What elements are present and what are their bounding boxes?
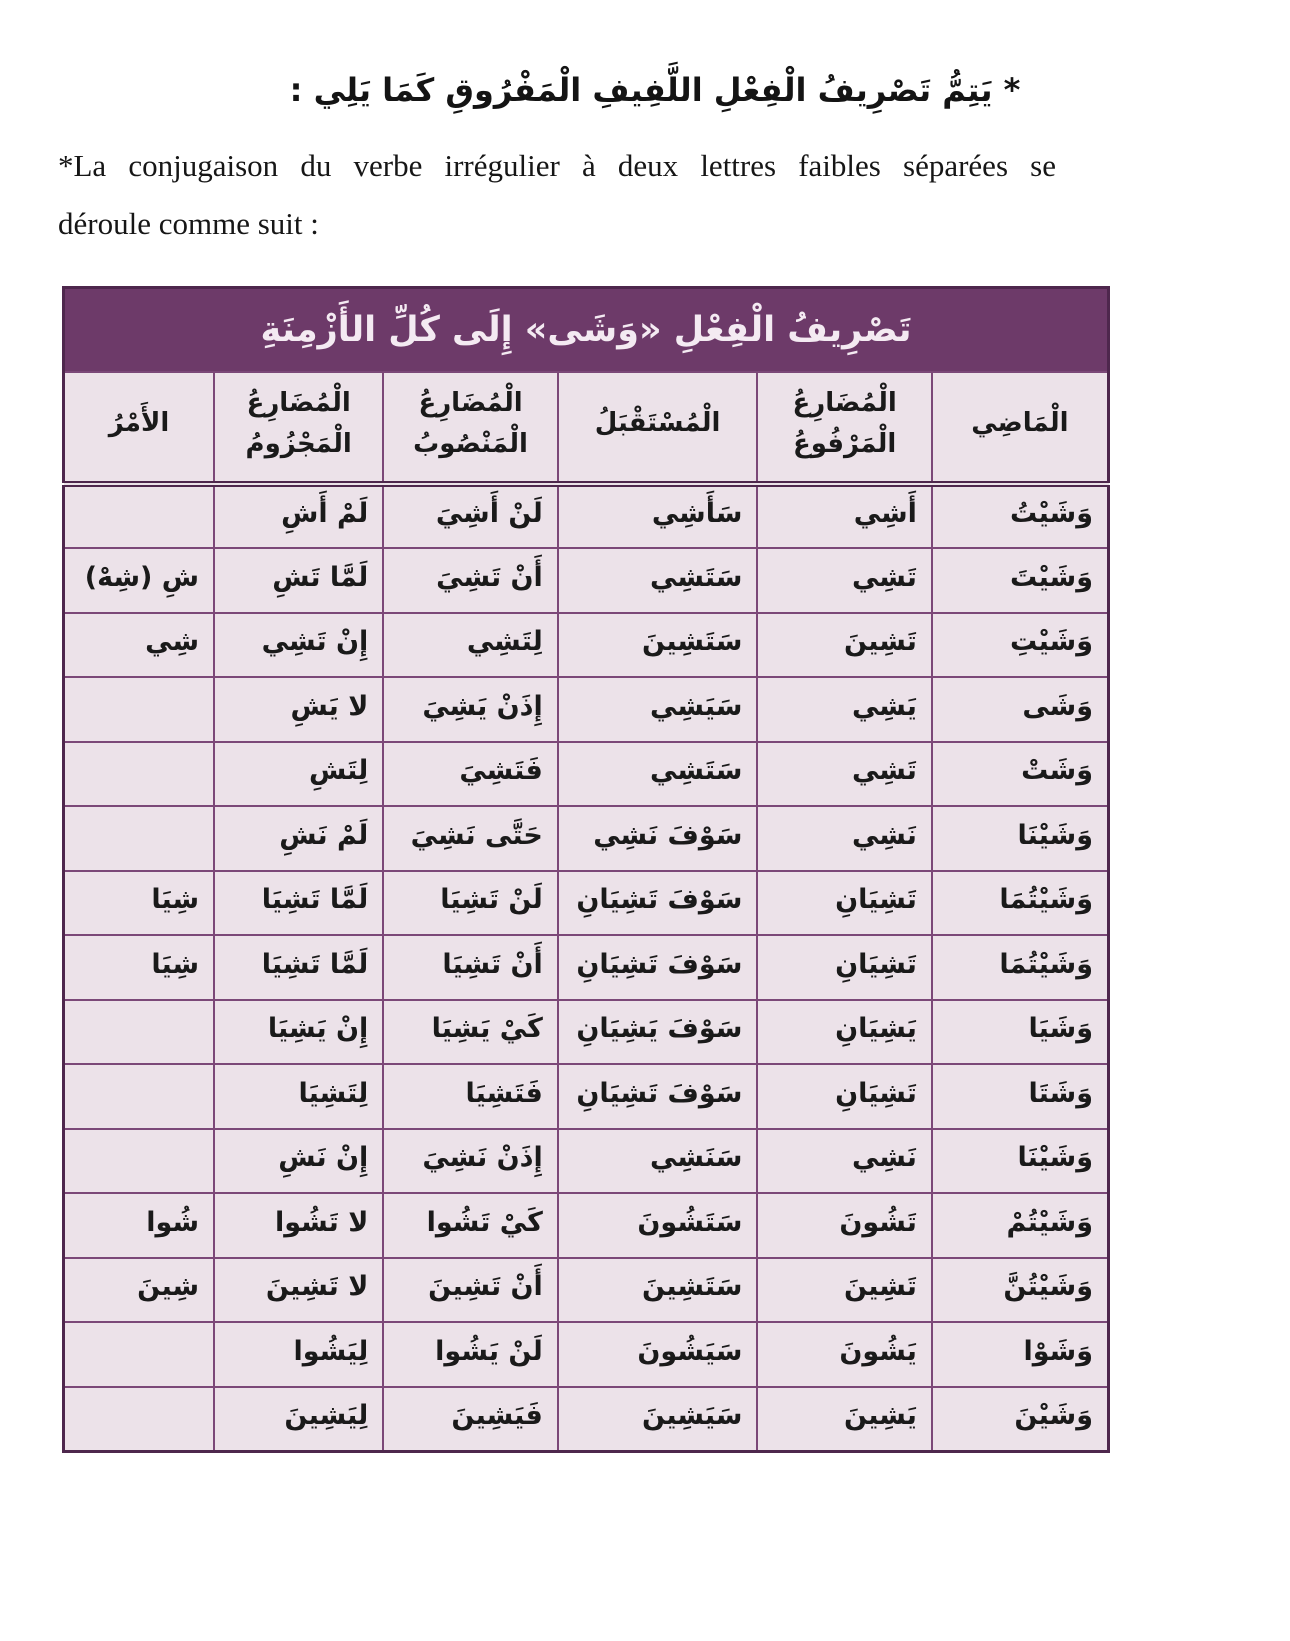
conjugation-cell-r8-c6: شِيَا: [64, 935, 215, 1000]
conjugation-cell-r1-c6: [64, 484, 215, 549]
conjugation-cell-r11-c3: سَنَشِي: [558, 1129, 758, 1194]
conjugation-cell-r5-c2: تَشِي: [757, 742, 932, 807]
conjugation-cell-r12-c4: كَيْ تَشُوا: [383, 1193, 558, 1258]
conjugation-cell-r12-c3: سَتَشُونَ: [558, 1193, 758, 1258]
arabic-headline: * يَتِمُّ تَصْرِيفُ الْفِعْلِ اللَّفِيفِ الْمَفْرُوقِ كَمَا يَلِي :: [289, 71, 1021, 109]
conjugation-cell-r5-c4: فَتَشِيَ: [383, 742, 558, 807]
conjugation-cell-r9-c1: وَشَيَا: [932, 1000, 1109, 1065]
conjugation-cell-r7-c4: لَنْ تَشِيَا: [383, 871, 558, 936]
conjugation-cell-r15-c2: يَشِينَ: [757, 1387, 932, 1452]
conjugation-cell-r1-c5: لَمْ أَشِ: [214, 484, 383, 549]
conjugation-cell-r8-c4: أَنْ تَشِيَا: [383, 935, 558, 1000]
table-row: [64, 1064, 1109, 1129]
conjugation-cell-r9-c3: سَوْفَ يَشِيَانِ: [558, 1000, 758, 1065]
conjugation-cell-r1-c4: لَنْ أَشِيَ: [383, 484, 558, 549]
conjugation-cell-r6-c1: وَشَيْنَا: [932, 806, 1109, 871]
table-row: [64, 1322, 1109, 1387]
conjugation-cell-r7-c6: شِيَا: [64, 871, 215, 936]
conjugation-cell-r13-c5: لا تَشِينَ: [214, 1258, 383, 1323]
conjugation-cell-r2-c6: شِ (شِهْ): [64, 548, 215, 613]
conjugation-cell-r7-c1: وَشَيْتُمَا: [932, 871, 1109, 936]
table-row: [64, 935, 1109, 1000]
column-header-6: الأَمْرُ: [64, 372, 215, 484]
table-row: [64, 1258, 1109, 1323]
conjugation-cell-r10-c4: فَتَشِيَا: [383, 1064, 558, 1129]
conjugation-cell-r4-c5: لا يَشِ: [214, 677, 383, 742]
table-row: [64, 1000, 1109, 1065]
conjugation-cell-r6-c2: نَشِي: [757, 806, 932, 871]
conjugation-cell-r7-c5: لَمَّا تَشِيَا: [214, 871, 383, 936]
table-row: [64, 677, 1109, 742]
conjugation-cell-r3-c5: إِنْ تَشِي: [214, 613, 383, 678]
conjugation-cell-r8-c2: تَشِيَانِ: [757, 935, 932, 1000]
conjugation-cell-r2-c1: وَشَيْتَ: [932, 548, 1109, 613]
conjugation-cell-r11-c2: نَشِي: [757, 1129, 932, 1194]
conjugation-table-wrapper: [62, 286, 1110, 1453]
column-header-5: الْمُضَارِعُ الْمَجْزُومُ: [214, 372, 383, 484]
table-row: [64, 1387, 1109, 1452]
conjugation-cell-r14-c6: [64, 1322, 215, 1387]
conjugation-cell-r10-c6: [64, 1064, 215, 1129]
conjugation-cell-r8-c1: وَشَيْتُمَا: [932, 935, 1109, 1000]
french-intro-line-1: *La conjugaison du verbe irrégulier à deux lettres faibles séparées se: [58, 148, 1056, 183]
conjugation-cell-r3-c1: وَشَيْتِ: [932, 613, 1109, 678]
conjugation-cell-r4-c3: سَيَشِي: [558, 677, 758, 742]
conjugation-cell-r1-c1: وَشَيْتُ: [932, 484, 1109, 549]
conjugation-cell-r13-c3: سَتَشِينَ: [558, 1258, 758, 1323]
conjugation-cell-r4-c4: إِذَنْ يَشِيَ: [383, 677, 558, 742]
conjugation-cell-r1-c3: سَأَشِي: [558, 484, 758, 549]
conjugation-cell-r7-c2: تَشِيَانِ: [757, 871, 932, 936]
conjugation-cell-r14-c2: يَشُونَ: [757, 1322, 932, 1387]
conjugation-cell-r5-c6: [64, 742, 215, 807]
conjugation-cell-r15-c1: وَشَيْنَ: [932, 1387, 1109, 1452]
column-header-3: الْمُسْتَقْبَلُ: [558, 372, 758, 484]
conjugation-cell-r4-c2: يَشِي: [757, 677, 932, 742]
table-row: [64, 548, 1109, 613]
conjugation-cell-r2-c3: سَتَشِي: [558, 548, 758, 613]
column-header-2: الْمُضَارِعُ الْمَرْفُوعُ: [757, 372, 932, 484]
french-intro: [58, 148, 1056, 242]
conjugation-cell-r2-c4: أَنْ تَشِيَ: [383, 548, 558, 613]
conjugation-cell-r2-c5: لَمَّا تَشِ: [214, 548, 383, 613]
conjugation-cell-r15-c6: [64, 1387, 215, 1452]
conjugation-cell-r6-c5: لَمْ نَشِ: [214, 806, 383, 871]
table-row: [64, 1129, 1109, 1194]
table-row: [64, 806, 1109, 871]
table-row: [64, 613, 1109, 678]
conjugation-cell-r3-c2: تَشِينَ: [757, 613, 932, 678]
conjugation-cell-r5-c3: سَتَشِي: [558, 742, 758, 807]
conjugation-cell-r3-c3: سَتَشِينَ: [558, 613, 758, 678]
conjugation-cell-r15-c5: لِيَشِينَ: [214, 1387, 383, 1452]
conjugation-cell-r14-c5: لِيَشُوا: [214, 1322, 383, 1387]
conjugation-cell-r14-c1: وَشَوْا: [932, 1322, 1109, 1387]
conjugation-cell-r12-c5: لا تَشُوا: [214, 1193, 383, 1258]
table-row: [64, 484, 1109, 549]
conjugation-cell-r9-c5: إِنْ يَشِيَا: [214, 1000, 383, 1065]
conjugation-cell-r4-c1: وَشَى: [932, 677, 1109, 742]
conjugation-cell-r3-c4: لِتَشِي: [383, 613, 558, 678]
table-title-row: [64, 288, 1109, 372]
conjugation-cell-r1-c2: أَشِي: [757, 484, 932, 549]
table-title: تَصْرِيفُ الْفِعْلِ «وَشَى» إِلَى كُلِّ الأَزْمِنَةِ: [64, 288, 1109, 372]
table-row: [64, 742, 1109, 807]
conjugation-cell-r5-c5: لِتَشِ: [214, 742, 383, 807]
conjugation-cell-r9-c4: كَيْ يَشِيَا: [383, 1000, 558, 1065]
conjugation-cell-r4-c6: [64, 677, 215, 742]
conjugation-cell-r12-c6: شُوا: [64, 1193, 215, 1258]
conjugation-cell-r6-c6: [64, 806, 215, 871]
conjugation-cell-r12-c1: وَشَيْتُمْ: [932, 1193, 1109, 1258]
conjugation-cell-r10-c5: لِتَشِيَا: [214, 1064, 383, 1129]
conjugation-cell-r11-c1: وَشَيْنَا: [932, 1129, 1109, 1194]
column-header-1: الْمَاضِي: [932, 372, 1109, 484]
conjugation-cell-r11-c6: [64, 1129, 215, 1194]
conjugation-cell-r15-c3: سَيَشِينَ: [558, 1387, 758, 1452]
conjugation-cell-r3-c6: شِي: [64, 613, 215, 678]
conjugation-cell-r11-c5: إِنْ نَشِ: [214, 1129, 383, 1194]
table-row: [64, 871, 1109, 936]
conjugation-cell-r10-c1: وَشَتَا: [932, 1064, 1109, 1129]
conjugation-cell-r13-c1: وَشَيْتُنَّ: [932, 1258, 1109, 1323]
conjugation-cell-r13-c6: شِينَ: [64, 1258, 215, 1323]
conjugation-cell-r15-c4: فَيَشِينَ: [383, 1387, 558, 1452]
column-header-4: الْمُضَارِعُ الْمَنْصُوبُ: [383, 372, 558, 484]
conjugation-cell-r12-c2: تَشُونَ: [757, 1193, 932, 1258]
conjugation-cell-r7-c3: سَوْفَ تَشِيَانِ: [558, 871, 758, 936]
conjugation-cell-r8-c5: لَمَّا تَشِيَا: [214, 935, 383, 1000]
conjugation-cell-r11-c4: إِذَنْ نَشِيَ: [383, 1129, 558, 1194]
conjugation-cell-r14-c4: لَنْ يَشُوا: [383, 1322, 558, 1387]
table-body: [64, 484, 1109, 1452]
conjugation-cell-r2-c2: تَشِي: [757, 548, 932, 613]
table-header-row: [64, 372, 1109, 484]
conjugation-cell-r10-c3: سَوْفَ تَشِيَانِ: [558, 1064, 758, 1129]
table-row: [64, 1193, 1109, 1258]
conjugation-cell-r13-c4: أَنْ تَشِينَ: [383, 1258, 558, 1323]
conjugation-cell-r14-c3: سَيَشُونَ: [558, 1322, 758, 1387]
conjugation-cell-r13-c2: تَشِينَ: [757, 1258, 932, 1323]
conjugation-cell-r9-c6: [64, 1000, 215, 1065]
conjugation-table: [62, 286, 1110, 1453]
conjugation-cell-r5-c1: وَشَتْ: [932, 742, 1109, 807]
conjugation-cell-r6-c3: سَوْفَ نَشِي: [558, 806, 758, 871]
conjugation-cell-r6-c4: حَتَّى نَشِيَ: [383, 806, 558, 871]
conjugation-cell-r9-c2: يَشِيَانِ: [757, 1000, 932, 1065]
french-intro-line-2: déroule comme suit :: [58, 206, 319, 241]
conjugation-cell-r8-c3: سَوْفَ تَشِيَانِ: [558, 935, 758, 1000]
conjugation-cell-r10-c2: تَشِيَانِ: [757, 1064, 932, 1129]
